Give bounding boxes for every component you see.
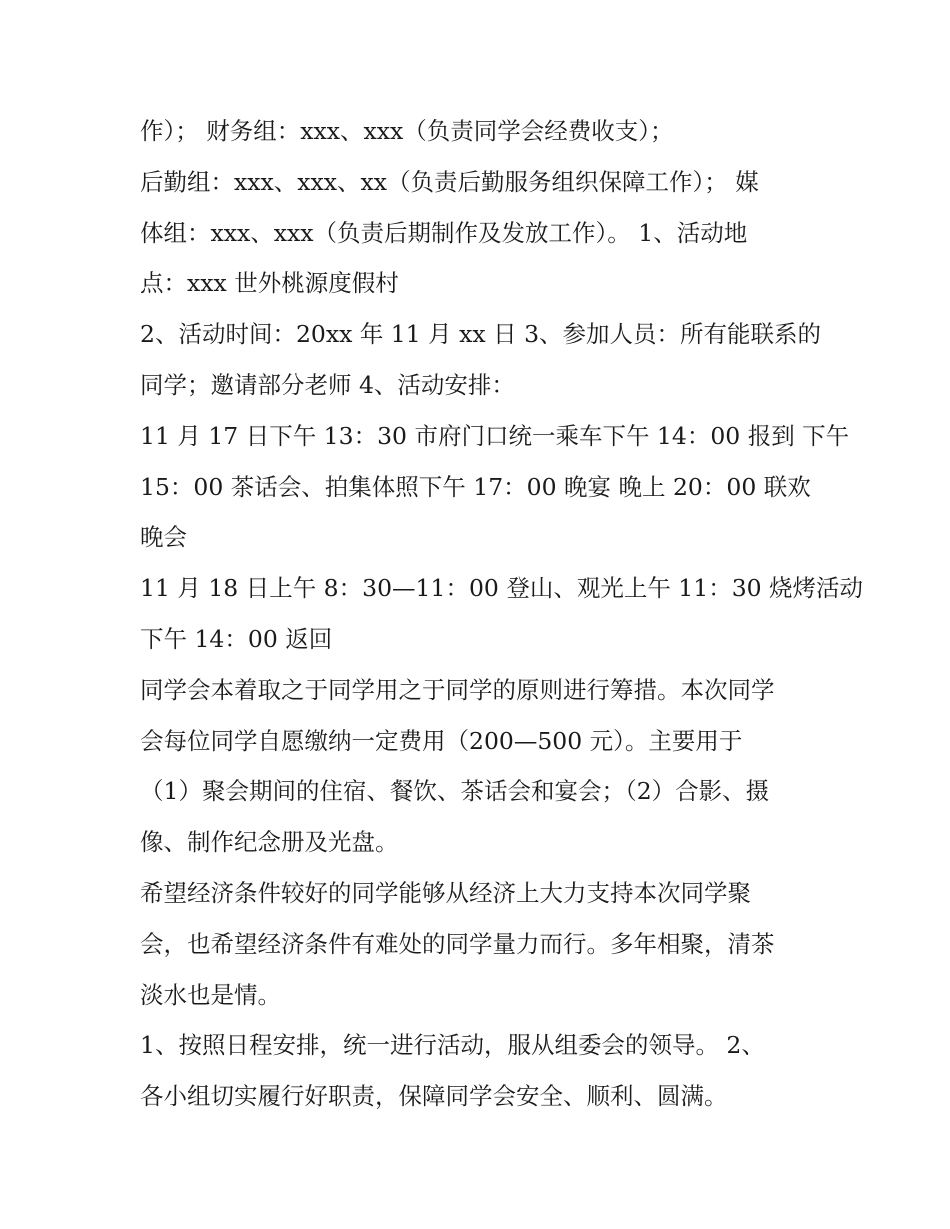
text-line: 15：00 茶话会、拍集体照下午 17：00 晚宴 晚上 20：00 联欢 <box>140 472 811 501</box>
text-line: 11 月 17 日下午 13：30 市府门口统一乘车下午 14：00 报到 下午 <box>140 421 850 450</box>
text-line: 同学；邀请部分老师 4、活动安排： <box>140 370 515 399</box>
text-line: 1、按照日程安排，统一进行活动，服从组委会的领导。 2、 <box>140 1031 765 1060</box>
text-line: 点：xxx 世外桃源度假村 <box>140 269 399 298</box>
document-body <box>140 106 864 1122</box>
text-line: 同学会本着取之于同学用之于同学的原则进行筹措。本次同学 <box>140 675 775 704</box>
text-line: 会每位同学自愿缴纳一定费用（200—500 元）。主要用于 <box>140 726 743 755</box>
text-line: 11 月 18 日上午 8：30—11：00 登山、观光上午 11：30 烧烤活动 <box>140 574 864 603</box>
text-line: 会，也希望经济条件有难处的同学量力而行。多年相聚，清茶 <box>140 929 775 958</box>
text-line: 下午 14：00 返回 <box>140 624 333 653</box>
text-line: 晚会 <box>140 523 187 552</box>
text-line: 体组：xxx、xxx（负责后期制作及发放工作）。 1、活动地 <box>140 218 748 247</box>
text-line: 像、制作纪念册及光盘。 <box>140 828 399 857</box>
text-line: 各小组切实履行好职责，保障同学会安全、顺利、圆满。 <box>140 1082 728 1111</box>
text-line: （1）聚会期间的住宿、餐饮、茶话会和宴会；（2）合影、摄 <box>140 777 770 806</box>
text-line: 希望经济条件较好的同学能够从经济上大力支持本次同学聚 <box>140 878 751 907</box>
text-line: 淡水也是情。 <box>140 980 281 1009</box>
text-line: 2、活动时间：20xx 年 11 月 xx 日 3、参加人员：所有能联系的 <box>140 320 822 349</box>
text-line: 作）； 财务组：xxx、xxx（负责同学会经费收支）； <box>140 117 674 145</box>
text-line: 后勤组：xxx、xxx、xx（负责后勤服务组织保障工作）； 媒 <box>140 167 759 196</box>
